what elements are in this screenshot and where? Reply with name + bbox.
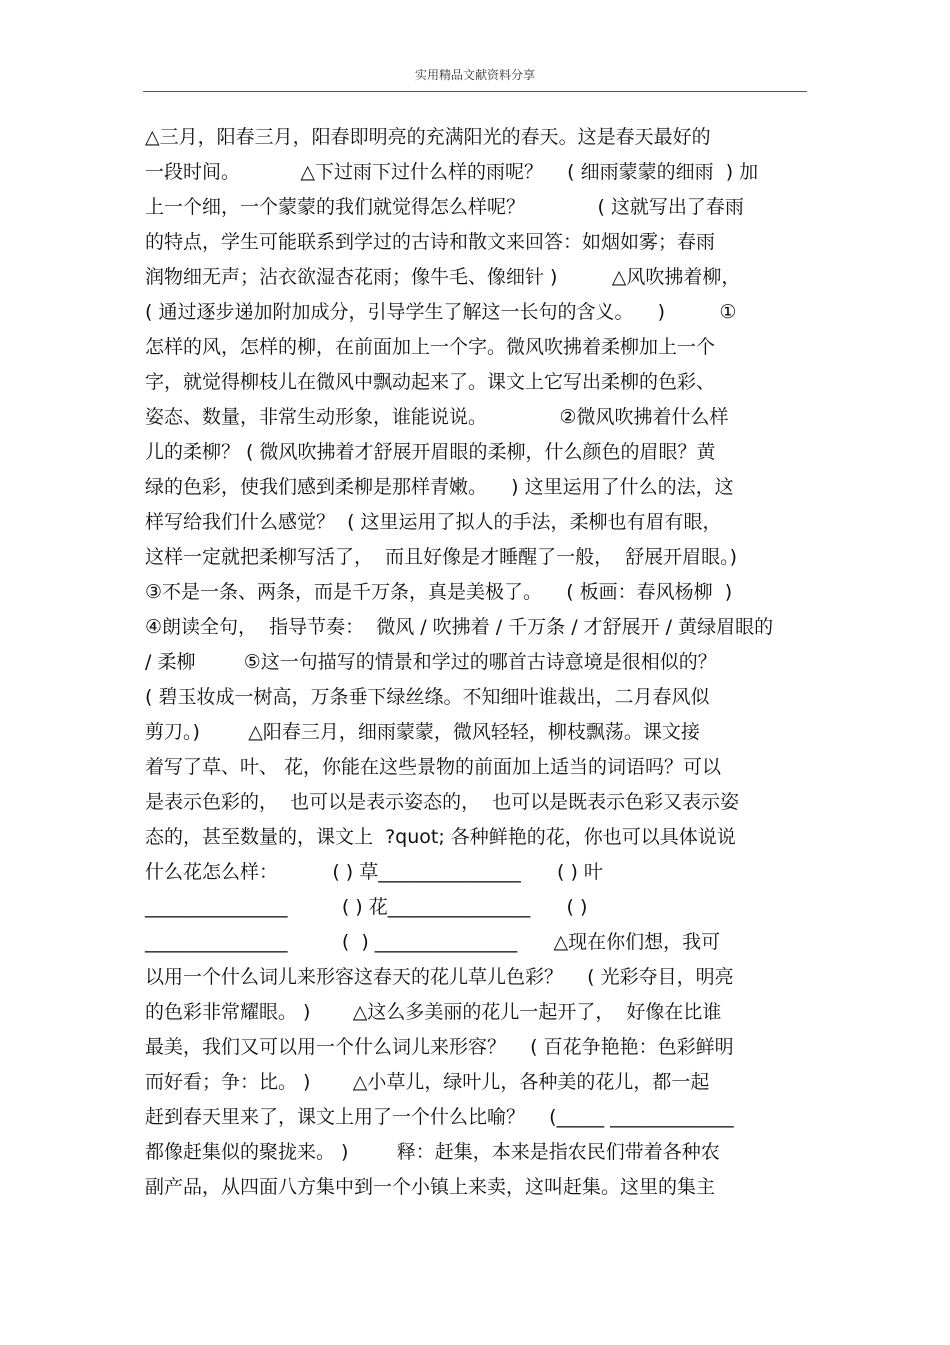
header-divider (143, 91, 807, 92)
text-line: 以用一个什么词儿来形容这春天的花儿草儿色彩？ ( 光彩夺目，明亮 (145, 966, 734, 988)
text-line: ( 碧玉妆成一树高，万条垂下绿丝绦。不知细叶谁裁出，二月春风似 (145, 686, 710, 708)
text-line: 润物细无声；沾衣欲湿杏花雨；像牛毛、像细针 ) △风吹拂着柳， (145, 266, 741, 288)
text-line: 样写给我们什么感觉？ ( 这里运用了拟人的手法，柔柳也有眉有眼， (145, 511, 722, 533)
text-line: 着写了草、叶、 花，你能在这些景物的前面加上适当的词语吗？可以 (145, 756, 722, 778)
page-header: 实用精品文献资料分享 (414, 68, 535, 82)
text-line: 绿的色彩，使我们感到柔柳是那样青嫩。 ) 这里运用了什么的法，这 (145, 476, 734, 498)
text-line: 剪刀。) △阳春三月，细雨蒙蒙，微风轻轻，柳枝飘荡。课文接 (145, 721, 700, 743)
text-line: 赶到春天里来了，课文上用了一个什么比喻？ (_____ _____________ (145, 1106, 734, 1128)
text-line: △三月，阳春三月，阳春即明亮的充满阳光的春天。这是春天最好的 (145, 126, 711, 148)
text-line: 副产品，从四面八方集中到一个小镇上来卖，这叫赶集。这里的集主 (145, 1176, 716, 1198)
text-line: ④朗读全句， 指导节奏： 微风 / 吹拂着 / 千万条 / 才舒展开 / 黄绿眉眼的 (145, 616, 774, 638)
text-line: / 柔柳 ⑤这一句描写的情景和学过的哪首古诗意境是很相似的？ (145, 651, 717, 673)
text-line: _______________ ( ) 花_______________ ( ) (145, 896, 588, 918)
text-line: 怎样的风，怎样的柳，在前面加上一个字。微风吹拂着柔柳加上一个 (145, 336, 716, 358)
text-line: 什么花怎么样： ( ) 草_______________ ( ) 叶 (145, 861, 603, 883)
text-line: 而好看；争：比。 ) △小草儿，绿叶儿，各种美的花儿，都一起 (145, 1071, 710, 1093)
text-line: 这样一定就把柔柳写活了， 而且好像是才睡醒了一般， 舒展开眉眼。) (145, 546, 738, 568)
text-line: 的特点，学生可能联系到学过的古诗和散文来回答：如烟如雾；春雨 (145, 231, 716, 253)
text-line: _______________ ( ) _______________ △现在你们想，我可 (145, 931, 721, 953)
body-text (145, 120, 815, 1205)
text-line: 都像赶集似的聚拢来。 ) 释：赶集，本来是指农民们带着各种农 (145, 1141, 720, 1163)
text-line: 一段时间。 △下过雨下过什么样的雨呢？ ( 细雨蒙蒙的细雨 ) 加 (145, 161, 759, 183)
text-line: ( 通过逐步递加附加成分，引导学生了解这一长句的含义。 ) ① (145, 301, 737, 323)
text-line: 最美，我们又可以用一个什么词儿来形容？ ( 百花争艳艳：色彩鲜明 (145, 1036, 734, 1058)
text-line: 上一个细，一个蒙蒙的我们就觉得怎么样呢？ ( 这就写出了春雨 (145, 196, 744, 218)
text-line: 字，就觉得柳枝儿在微风中飘动起来了。课文上它写出柔柳的色彩、 (145, 371, 716, 393)
text-line: ③不是一条、两条，而是千万条，真是美极了。 ( 板画：春风杨柳 ) (145, 581, 733, 603)
text-line: 的色彩非常耀眼。 ) △这么多美丽的花儿一起开了， 好像在比谁 (145, 1001, 722, 1023)
text-line: 是表示色彩的， 也可以是表示姿态的， 也可以是既表示色彩又表示姿 (145, 791, 740, 813)
text-line: 态的，甚至数量的，课文上 ?quot; 各种鲜艳的花，你也可以具体说说 (145, 826, 736, 848)
text-line: 儿的柔柳？ ( 微风吹拂着才舒展开眉眼的柔柳，什么颜色的眉眼？黄 (145, 441, 716, 463)
text-line: 姿态、数量，非常生动形象，谁能说说。 ②微风吹拂着什么样 (145, 406, 729, 428)
